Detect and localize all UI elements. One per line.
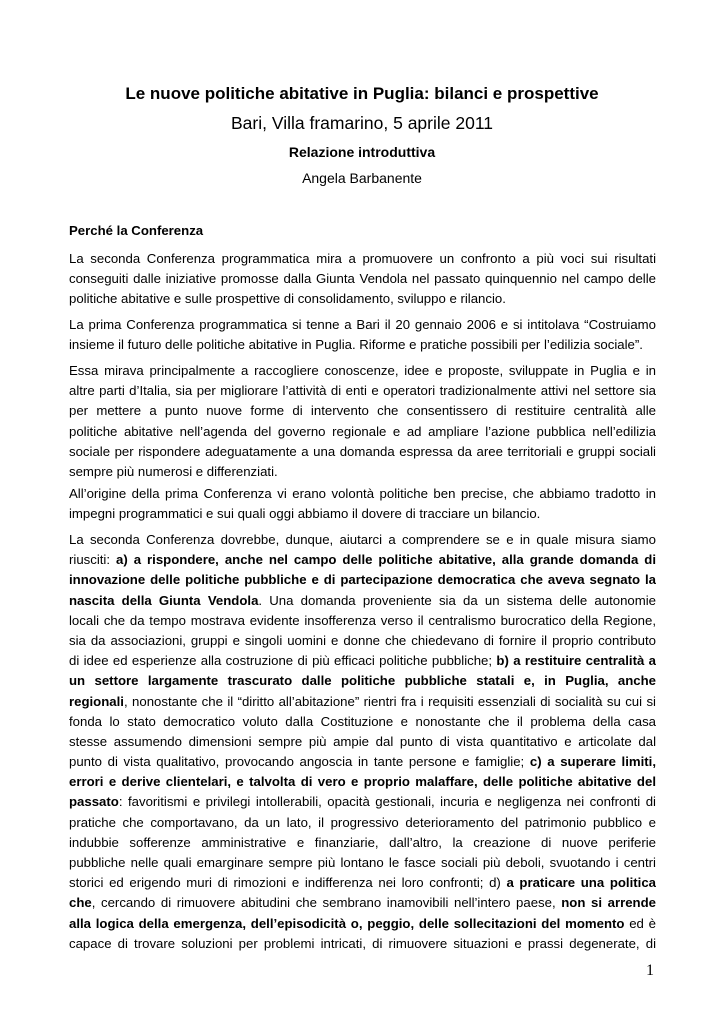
text-line — [69, 530, 656, 550]
text-line — [69, 712, 656, 732]
text-line — [69, 484, 656, 504]
text-line — [69, 772, 656, 792]
bold-text: c) a superare limiti, — [529, 754, 656, 770]
text-line — [69, 833, 656, 853]
text-span: sempre più numerosi e differenziati. — [69, 463, 278, 479]
text-span: La prima Conferenza programmatica si tenne a Bari il 20 gennaio 2006 e si intitolava “Costruiamo — [69, 317, 656, 332]
text-line — [69, 550, 656, 570]
text-line — [69, 401, 656, 421]
section-heading: Perché la Conferenza — [69, 223, 204, 238]
bold-text: passato — [69, 794, 119, 810]
bold-text: a) a rispondere, anche nel campo delle politiche abitative, alla grande domanda di — [116, 552, 656, 568]
text-span: indubbie sofferenze amministrative e finanziarie, dall’altro, la creazione di nuove periferie — [69, 834, 656, 850]
text-span: locali che da tempo mostrava evidente insofferenza verso il centralismo burocratico della Regione, — [69, 612, 656, 628]
text-line — [69, 732, 656, 752]
text-line — [69, 462, 656, 482]
paragraph-1 — [69, 249, 656, 310]
text-span: , nonostante che il “diritto all’abitazione” rientri fra i requisiti essenziali di socialità su cui si — [123, 693, 656, 709]
text-line — [69, 269, 656, 289]
document-title: Le nuove politiche abitative in Puglia: bilanci e prospettive — [125, 84, 599, 103]
text-line — [69, 361, 656, 381]
text-span: , cercando di rimuovere abitudini che sembrano inamovibili nell’intero paese, — [91, 895, 562, 911]
text-line — [69, 335, 656, 355]
text-line — [69, 813, 656, 833]
bold-text: nascita della Giunta Vendola — [69, 592, 259, 608]
text-span: stesse assumendo dimensioni sempre più ampie dal punto di vista quantitativo e articolate dal — [69, 733, 656, 749]
text-span: politiche abitative nell’agenda del governo regionale e ad ampliare l’azione pubblica nell’edilizia — [69, 423, 656, 439]
text-span: La seconda Conferenza dovrebbe, dunque, aiutarci a comprendere se e in quale misura siamo — [69, 532, 656, 547]
text-span: riusciti: — [69, 552, 117, 568]
paragraph-3 — [69, 361, 656, 482]
text-line — [69, 934, 656, 954]
text-line — [69, 752, 656, 772]
paragraph-2 — [69, 315, 656, 355]
bold-text: che — [69, 895, 92, 911]
text-span: sociale per rispondere adeguatamente a una domanda espressa da aree territoriali e gruppi sociali — [69, 443, 656, 459]
bold-text: innovazione delle politiche pubbliche e di partecipazione democratica che aveva segnato la — [69, 572, 656, 588]
text-line — [69, 651, 656, 671]
text-line — [69, 873, 656, 893]
text-span: conseguiti dalle iniziative promosse dalla Giunta Vendola nel passato quinquennio nel campo delle — [69, 271, 656, 287]
bold-text: un settore largamente trascurato dalle politiche pubbliche statali e, in Puglia, anche — [69, 673, 656, 689]
text-span: . Una domanda proveniente sia da un sistema delle autonomie — [258, 592, 656, 608]
text-span: All’origine della prima Conferenza vi erano volontà politiche ben precise, che abbiamo tradotto in — [69, 486, 656, 501]
text-line — [69, 442, 656, 462]
section-label: Relazione introduttiva — [288, 144, 436, 160]
text-span: politiche abitative e sulle prospettive di consolidamento, sviluppo e rilancio. — [69, 291, 506, 307]
text-line — [69, 570, 656, 590]
text-span: ed è — [624, 915, 656, 931]
text-line — [69, 792, 656, 812]
text-line — [69, 249, 656, 269]
author-name: Angela Barbanente — [302, 170, 422, 186]
text-line — [69, 893, 656, 913]
text-line — [69, 315, 656, 335]
bold-text: regionali — [69, 693, 124, 709]
text-span: per mettere a punto nuove forme di intervento che consentissero di restituire centralità alle — [69, 403, 656, 419]
text-span: pratiche che comportavano, da un lato, il progressivo deterioramento del patrimonio pubblico e — [69, 814, 656, 830]
text-span: insieme il futuro delle politiche abitative in Puglia. Riforme e pratiche possibili per l’edilizia sociale”. — [69, 337, 643, 353]
text-line — [69, 591, 656, 611]
text-span: : favoritismi e privilegi intollerabili, opacità gestionali, incuria e negligenza nei confronti di — [118, 794, 656, 810]
text-span: pubbliche nelle quali emarginare sempre più lontano le fasce sociali più deboli, svuotando i centri — [69, 855, 656, 870]
text-line — [69, 381, 656, 401]
bold-text: b) a restituire centralità a — [496, 653, 656, 669]
text-span: altre parti d’Italia, sia per migliorare l’attività di enti e operatori tradizionalmente attivi nel settore sia — [69, 383, 656, 399]
text-span: capace di trovare soluzioni per problemi intricati, di rimuovere situazioni e prassi degenerate, di — [69, 935, 656, 951]
text-span: di idee ed esperienze alla costruzione di più efficaci politiche pubbliche; — [69, 653, 497, 669]
paragraph-5 — [69, 530, 656, 954]
text-span: fonda lo stato democratico voluto dalla Costituzione e nonostante che il problema della casa — [69, 713, 656, 729]
text-line — [69, 504, 656, 524]
bold-text: errori e derive clientelari, e talvolta di vero e proprio malaffare, delle politiche abitative del — [69, 774, 656, 790]
text-line — [69, 853, 656, 873]
text-line — [69, 692, 656, 712]
text-line — [69, 611, 656, 631]
text-line — [69, 422, 656, 442]
text-line — [69, 914, 656, 934]
text-span: storici ed erigendo muri di rimozioni e indifferenza nei loro confronti; d) — [69, 875, 507, 891]
text-span: sia da associazioni, gruppi e singoli uomini e donne che chiedevano di fornire il proprio contributo — [69, 632, 656, 648]
bold-text: alla logica della emergenza, dell’episodicità o, peggio, delle sollecitazioni del momento — [69, 915, 625, 931]
bold-text: non si arrende — [561, 895, 656, 911]
text-span: impegni programmatici e sui quali oggi abbiamo il dovere di tracciare un bilancio. — [69, 506, 541, 522]
page-number: 1 — [646, 962, 654, 979]
bold-text: a praticare una politica — [506, 875, 656, 891]
event-location-date: Bari, Villa framarino, 5 aprile 2011 — [231, 113, 493, 133]
paragraph-4 — [69, 484, 656, 524]
text-span: punto di vista qualitativo, provocando angoscia in tante persone e famiglie; — [69, 754, 530, 770]
text-span: Essa mirava principalmente a raccogliere conoscenze, idee e proposte, sviluppate in Puglia e in — [69, 363, 656, 378]
text-span: La seconda Conferenza programmatica mira a promuovere un confronto a più voci sui risultati — [69, 251, 656, 266]
text-line — [69, 289, 656, 309]
text-line — [69, 671, 656, 691]
text-line — [69, 631, 656, 651]
